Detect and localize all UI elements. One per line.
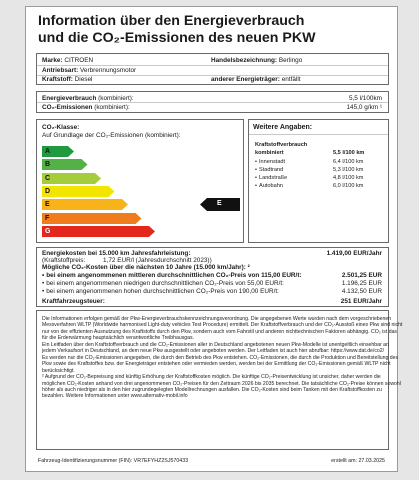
title-line-1: Information über den Energieverbrauch [38, 13, 305, 29]
co2-class-letter: A [45, 148, 51, 155]
co2-class-scale [42, 146, 240, 242]
co2-class-subheading: Auf Grundlage der CO₂-Emissionen (kombiniert): [42, 132, 181, 139]
further-info-box [248, 119, 389, 243]
title-line-2: und die CO₂-Emissionen des neuen PKW [38, 30, 316, 46]
consumption-box [36, 91, 389, 113]
further-info-heading: Weitere Angaben: [253, 124, 313, 131]
vehicle-tax-value: 251 EUR/Jahr [340, 298, 382, 305]
other-energy-row: anderer Energieträger: entfällt [211, 76, 301, 83]
co2-class-letter: G [45, 227, 51, 235]
energy-consumption-label: Energieverbrauch (kombiniert): [42, 95, 134, 102]
co2-class-letter: E [45, 201, 50, 209]
costs-box [36, 247, 389, 307]
co2-class-letter: C [45, 174, 51, 182]
consumption-detail-label: • Autobahn [255, 183, 283, 189]
co2-cost-row-value: 1.196,25 EUR [341, 280, 382, 288]
co2-emissions-value: 145,0 g/km ¹ [346, 104, 382, 111]
fineprint-paragraph-1: Die Informationen erfolgen gemäß der Pkw-Energieverbrauchskennzeichnungsverordnung. Die angegebenen Werte wurden nach dem vorgeschriebenen Messverfahren WLTP (Worldwide harmonised Light-duty vehicles Test Procedure) ermittelt. Der Kraftstoffverbrauch und der CO₂-Ausstoß eines Pkw sind nicht nur von der effizienten Ausnutzung des Kraftstoffs durch den Pkw, sondern auch vom Fahrstil und anderen nichttechnischen Faktoren abhängig. CO₂ ist das für die Erderwärmung hauptsächlich verantwortliche Treibhausgas. [42, 316, 403, 342]
consumption-detail-value: 4,8 l/100 km [333, 175, 364, 181]
drive-type-row: Antriebsart: Verbrennungsmotor [42, 67, 137, 74]
energy-consumption-value: 5,5 l/100km [348, 95, 382, 102]
active-class-letter: E [217, 200, 222, 208]
co2-class-heading: CO₂-Klasse: [42, 124, 80, 131]
active-class-marker [200, 198, 240, 211]
fineprint-text [42, 316, 404, 400]
co2-emissions-label: CO₂-Emissionen (kombiniert): [42, 104, 130, 111]
creation-date: erstellt am: 27.03.2025 [331, 458, 385, 464]
combined-value: 5,5 l/100 km [333, 150, 365, 156]
co2-class-bar-c [42, 173, 101, 184]
co2-class-bar-e [42, 199, 128, 210]
co2-cost-row-label: • bei einem angenommenen hohen durchschnittlichen CO₂-Preis von 190,00 EUR/t: [42, 288, 279, 296]
co2-class-bar-b [42, 159, 88, 170]
co2-cost-row-value: 2.501,25 EUR [341, 272, 382, 279]
fineprint-paragraph-3: Es werden nur die CO₂-Emissionen angegeben, die durch den Betrieb des Pkw entstehen. CO₂-Emissionen, die durch die Produktion und Bereitstellung des Pkw sowie des Kraftstoffes bzw. der Energieträger entstehen oder vermieden werden, werden bei der Ermittlung der CO₂-Emissionen gemäß WLTP nicht berücksichtigt. [42, 354, 399, 374]
fineprint-paragraph-2: Ein Leitfaden über den Kraftstoffverbrauch und die CO₂-Emissionen aller in Deutschland angebotenen neuen Pkw-Modelle ist unentgeltlich einsehbar an jedem Verkaufsort in Deutschland, an dem neue Pkw ausgestellt oder angeboten werden. Der Leitfaden ist auch hier abrufbar: https://www.dat.de/co2/ [42, 341, 389, 355]
co2-class-bar-f [42, 213, 142, 224]
co2-class-bar-g [42, 226, 155, 237]
consumption-detail-label: • Landstraße [255, 175, 288, 181]
fineprint-box [36, 310, 403, 450]
fuel-row: Kraftstoff: Diesel [42, 76, 93, 83]
consumption-detail-value: 6,0 l/100 km [333, 183, 364, 189]
fineprint-paragraph-4: ² Aufgrund der CO₂-Bepreisung sind künftig Erhöhung der Kraftstoffkosten möglich. Die künftige CO₂-Preisentwicklung ist unsicher, daher werden die möglichen CO₂-Kosten anhand von drei angenommenen CO₂-Preisen für den Zeitraum 2026 bis 2035 berechnet. Die tatsächliche CO₂-Preise können sowohl höher als auch niedriger als in den hier zugrundegelegten Modellrechnungen ausfallen. Die CO₂-Kosten sind beim Tanken mit den Kraftstoffkosten zu bezahlen. Weitere Informationen unter www.alternativ-mobil.info [42, 374, 401, 400]
make-row: Marke: CITROEN [42, 57, 94, 64]
energy-costs-value: 1.419,00 EUR/Jahr [326, 250, 382, 257]
co2-class-bar-a [42, 146, 74, 157]
combined-label: kombiniert [255, 150, 284, 156]
co2-class-box [36, 119, 244, 243]
consumption-detail-value: 6,4 l/100 km [333, 159, 364, 165]
co2-cost-row-label: • bei einem angenommenen mittleren durchschnittlichen CO₂-Preis von 115,00 EUR/t: [42, 272, 302, 279]
page-title [38, 13, 388, 47]
fuel-consumption-heading: Kraftstoffverbrauch [255, 142, 308, 148]
consumption-detail-label: • Innenstadt [255, 159, 286, 165]
vehicle-identification-number: Fahrzeug-Identifizierungsnummer (FIN): VR7EFYHZ2SJ570433 [38, 458, 189, 464]
consumption-detail-value: 5,3 l/100 km [333, 167, 364, 173]
vehicle-tax-label: Kraftfahrzeugsteuer: [42, 298, 105, 305]
co2-cost-row-value: 4.132,50 EUR [341, 288, 382, 296]
vehicle-info-box [36, 53, 389, 85]
fuel-price-row: (Kraftstoffpreis: 1,72 EUR/l (Jahresdurchschnitt 2023)) [42, 257, 212, 264]
energy-costs-label: Energiekosten bei 15.000 km Jahresfahrleistung: [42, 250, 191, 257]
co2-class-letter: D [45, 187, 51, 195]
energy-label-sheet [25, 6, 403, 472]
co2-class-letter: F [45, 214, 50, 222]
co2-class-bar-d [42, 186, 115, 197]
consumption-detail-label: • Stadtrand [255, 167, 284, 173]
co2-cost-row-label: • bei einem angenommenen niedrigen durchschnittlichen CO₂-Preis von 55,00 EUR/t: [42, 280, 284, 288]
trade-name-row: Handelsbezeichnung: Berlingo [211, 57, 303, 64]
co2-class-letter: B [45, 161, 51, 169]
possible-co2-costs-label: Mögliche CO₂-Kosten über die nächsten 10 Jahre (15.000 km/Jahr): ² [42, 264, 250, 271]
